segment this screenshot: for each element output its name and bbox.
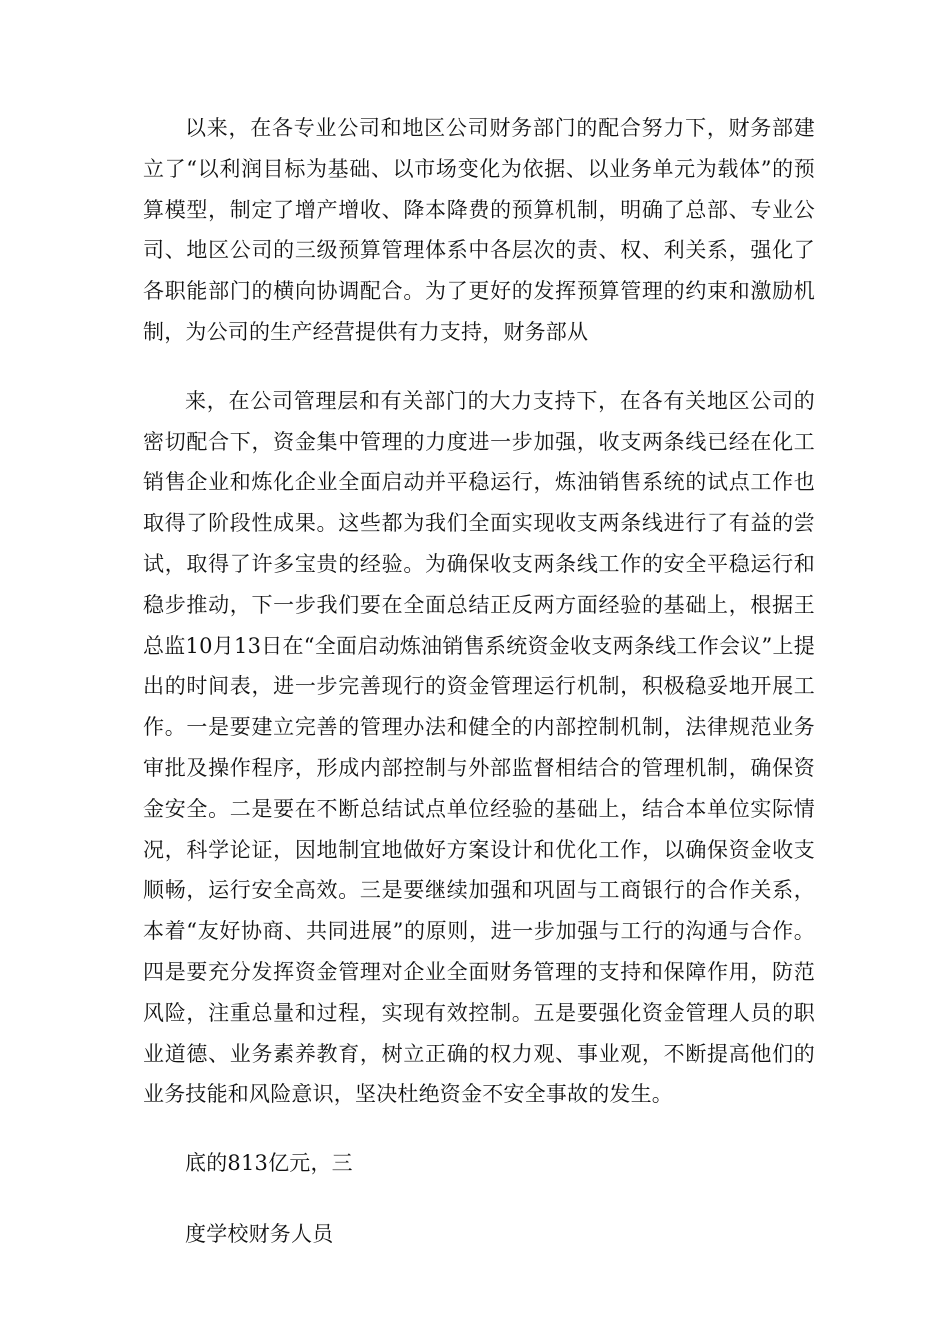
body-paragraph: 来，在公司管理层和有关部门的大力支持下，在各有关地区公司的密切配合下，资金集中管理的力度进一步加强，收支两条线已经在化工销售企业和炼化企业全面启动并平稳运行，炼油销售系统的试点工作也取得了阶段性成果。这些都为我们全面实现收支两条线进行了有益的尝试，取得了许多宝贵的经验。为确保收支两条线工作的安全平稳运行和稳步推动，下一步我们要在全面总结正反两方面经验的基础上，根据王总监10月13日在“全面启动炼油销售系统资金收支两条线工作会议”上提出的时间表，进一步完善现行的资金管理运行机制，积极稳妥地开展工作。一是要建立完善的管理办法和健全的内部控制机制，法律规范业务审批及操作程序，形成内部控制与外部监督相结合的管理机制，确保资金安全。二是要在不断总结试点单位经验的基础上，结合本单位实际情况，科学论证，因地制宜地做好方案设计和优化工作，以确保资金收支顺畅，运行安全高效。三是要继续加强和巩固与工商银行的合作关系，本着“友好协商、共同进展”的原则，进一步加强与工行的沟通与合作。四是要充分发挥资金管理对企业全面财务管理的支持和保障作用，防范风险，注重总量和过程，实现有效控制。五是要强化资金管理人员的职业道德、业务素养教育，树立正确的权力观、事业观，不断提高他们的业务技能和风险意识，坚决杜绝资金不安全事故的发生。 — [143, 388, 815, 1107]
body-paragraph: 底的813亿元，三 — [185, 1151, 353, 1176]
body-paragraph: 度学校财务人员 — [185, 1221, 334, 1246]
body-paragraph: 以来，在各专业公司和地区公司财务部门的配合努力下，财务部建立了“以利润目标为基础、以市场变化为依据、以业务单元为载体”的预算模型，制定了增产增收、降本降费的预算机制，明确了总部、专业公司、地区公司的三级预算管理体系中各层次的责、权、利关系，强化了各职能部门的横向协调配合。为了更好的发挥预算管理的约束和激励机制，为公司的生产经营提供有力支持，财务部从 — [143, 116, 815, 344]
document-body — [143, 108, 815, 1285]
